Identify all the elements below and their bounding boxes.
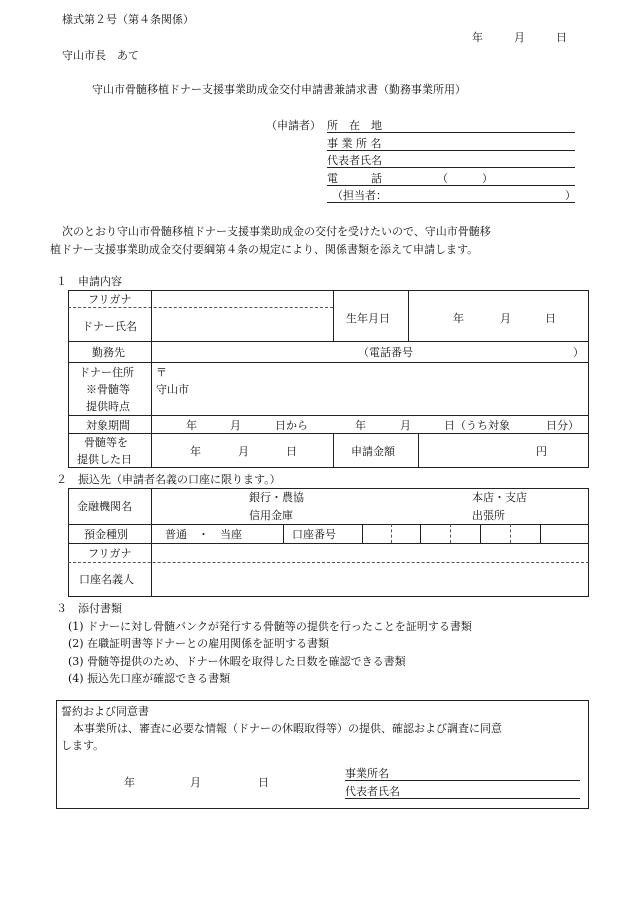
date-month: 月 — [514, 31, 525, 44]
birth-year: 年 — [453, 312, 464, 325]
period-month-1: 月 — [230, 419, 241, 432]
phone-paren-close: ） — [482, 172, 493, 185]
donor-address-label-1: ドナー住所 — [79, 366, 134, 379]
period-year-1: 年 — [186, 419, 197, 432]
consent-heading: 誓約および同意書 — [61, 705, 149, 718]
bank-name-label: 金融機関名 — [77, 500, 132, 513]
period-day-1: 日から — [275, 419, 308, 432]
contact-close: ） — [565, 189, 576, 202]
bank-types-2: 信用金庫 — [249, 509, 293, 522]
address-field[interactable] — [327, 132, 575, 133]
period-label: 対象期間 — [86, 419, 130, 432]
birth-day: 日 — [545, 312, 556, 325]
furigana-label: フリガナ — [88, 293, 132, 306]
city-name: 守山市 — [156, 383, 189, 396]
date-year: 年 — [472, 31, 483, 44]
workplace-phone-label: （電話番号 — [358, 346, 413, 359]
account-number-label: 口座番号 — [292, 528, 336, 541]
form-number: 様式第２号（第４条関係） — [62, 13, 194, 26]
addressee: 守山市長 あて — [62, 49, 139, 62]
consent-day: 日 — [258, 776, 269, 789]
intro-line-2: 植ドナー支援事業助成金交付要綱第４条の規定により、関係書類を添えて申請します。 — [50, 243, 479, 256]
consent-line-1: 本事業所は、審査に必要な情報（ドナーの休暇取得等）の提供、確認および調査に同意 — [73, 722, 502, 735]
attachment-item-2: (2) 在職証明書等ドナーとの雇用関係を証明する書類 — [68, 637, 330, 650]
account-holder-label: 口座名義人 — [79, 573, 134, 586]
workplace-phone-close: ） — [573, 346, 584, 359]
representative-field[interactable] — [327, 167, 575, 168]
account-type-options[interactable]: 普通 ・ 当座 — [165, 528, 242, 541]
donation-date-label-2: 提供した日 — [77, 453, 132, 466]
page-title: 守山市骨髄移植ドナー支援事業助成金交付申請書兼請求書（勤務事業所用） — [92, 83, 466, 96]
phone-field[interactable] — [327, 185, 575, 186]
consent-year: 年 — [124, 776, 135, 789]
donation-month: 月 — [238, 445, 249, 458]
period-year-2: 年 — [355, 419, 366, 432]
account-type-label: 預金種別 — [84, 528, 128, 541]
birth-month: 月 — [500, 312, 511, 325]
postal-mark: 〒 — [156, 366, 167, 379]
donor-address-label-2: ※骨髄等 — [86, 383, 130, 396]
donor-name-label: ドナー氏名 — [82, 320, 137, 333]
address-label: 所 在 地 — [327, 119, 382, 132]
section3-heading: ３ 添付書類 — [56, 602, 122, 615]
branch-types-1: 本店・支店 — [472, 491, 527, 504]
contact-field[interactable] — [327, 202, 575, 203]
branch-types-2: 出張所 — [472, 509, 505, 522]
period-day-2: 日（うち対象 — [444, 419, 510, 432]
consent-representative-label: 代表者氏名 — [345, 785, 400, 798]
yen-unit: 円 — [536, 445, 547, 458]
contact-label: （担当者： — [332, 189, 387, 202]
donation-day: 日 — [286, 445, 297, 458]
amount-label: 申請金額 — [351, 445, 395, 458]
consent-office-label: 事業所名 — [345, 767, 389, 780]
consent-office-field[interactable] — [345, 780, 580, 781]
office-name-label: 事 業 所 名 — [327, 137, 382, 150]
section1-heading: １ 申請内容 — [56, 275, 122, 288]
office-name-field[interactable] — [327, 150, 575, 151]
period-month-2: 月 — [400, 419, 411, 432]
attachment-item-4: (4) 振込先口座が確認できる書類 — [68, 672, 231, 685]
birthdate-label: 生年月日 — [346, 312, 390, 325]
donation-date-label-1: 骨髄等を — [84, 436, 128, 449]
period-days: 日分） — [546, 419, 579, 432]
date-day: 日 — [556, 31, 567, 44]
donation-year: 年 — [190, 445, 201, 458]
consent-line-2: します。 — [61, 739, 105, 752]
section2-heading: ２ 振込先（申請者名義の口座に限ります。） — [56, 473, 281, 486]
attachment-item-1: (1) ドナーに対し骨髄バンクが発行する骨髄等の提供を行ったことを証明する書類 — [68, 620, 472, 633]
account-furigana-label: フリガナ — [88, 547, 132, 560]
donor-address-label-3: 提供時点 — [86, 400, 130, 413]
phone-label: 電 話 — [327, 172, 382, 185]
consent-representative-field[interactable] — [345, 798, 580, 799]
intro-line-1: 次のとおり守山市骨髄移植ドナー支援事業助成金の交付を受けたいので、守山市骨髄移 — [62, 225, 491, 238]
bank-types-1: 銀行・農協 — [249, 491, 304, 504]
attachment-item-3: (3) 骨髄等提供のため、ドナー休暇を取得した日数を確認できる書類 — [68, 655, 406, 668]
representative-label: 代表者氏名 — [327, 154, 382, 167]
phone-paren-open: （ — [437, 172, 448, 185]
consent-month: 月 — [190, 776, 201, 789]
applicant-label: （申請者） — [266, 119, 321, 132]
workplace-label: 勤務先 — [92, 346, 125, 359]
